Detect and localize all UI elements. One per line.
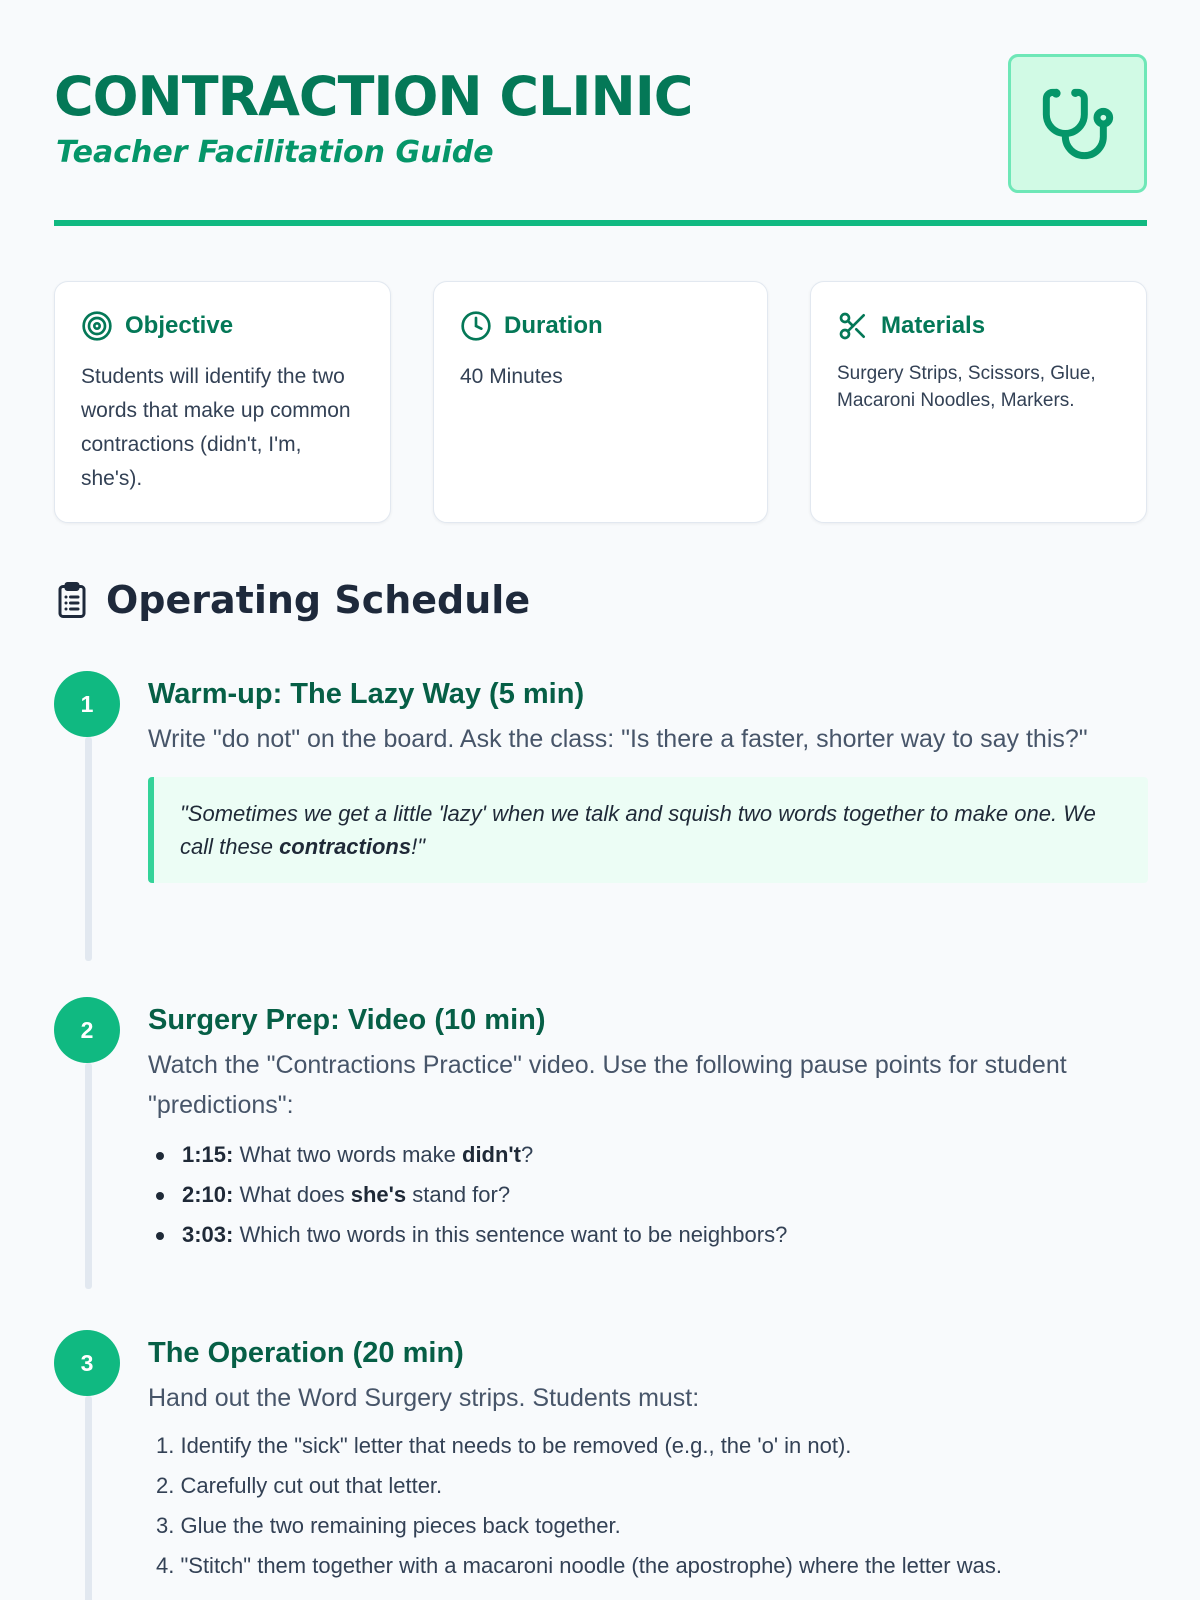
list-item: 4. "Stitch" them together with a macaroni noodle (the apostrophe) where the letter was. <box>156 1553 1002 1578</box>
materials-card <box>810 281 1147 523</box>
card-text: 40 Minutes <box>460 365 563 388</box>
section-title: Operating Schedule <box>106 578 531 622</box>
stethoscope-icon <box>1040 86 1116 162</box>
item-text: What does <box>233 1182 351 1207</box>
list-item: 3. Glue the two remaining pieces back together. <box>156 1513 621 1538</box>
quote-text-end: !" <box>411 834 426 859</box>
logo-badge <box>1008 54 1147 193</box>
card-title: Materials <box>881 312 986 339</box>
section-heading <box>54 578 530 622</box>
item-text-end: stand for? <box>406 1182 511 1207</box>
item-text: What two words make <box>233 1142 462 1167</box>
step-number-badge: 3 <box>54 1330 120 1396</box>
card-text: Surgery Strips, Scissors, Glue, Macaroni Noodles, Markers. <box>837 363 1096 411</box>
timestamp: 1:15: <box>182 1142 234 1167</box>
card-title: Objective <box>125 312 234 339</box>
clipboard-icon <box>54 580 90 620</box>
schedule-step-2 <box>54 997 1147 1292</box>
list-item <box>148 1215 1148 1255</box>
list-item <box>148 1135 1148 1175</box>
list-item <box>148 1175 1148 1215</box>
schedule-step-3 <box>54 1330 1147 1600</box>
duration-card <box>433 281 768 523</box>
timestamp: 2:10: <box>182 1182 234 1207</box>
step-description: Watch the "Contractions Practice" video. Use the following pause points for student "predictions": <box>148 1051 1067 1119</box>
timestamp: 3:03: <box>182 1222 234 1247</box>
quote-text: "Sometimes we get a little 'lazy' when we talk and squish two words together to make one. We call these <box>180 801 1096 859</box>
list-item: 2. Carefully cut out that letter. <box>156 1473 443 1498</box>
scissors-icon <box>837 310 869 342</box>
timeline-rail <box>85 1396 92 1600</box>
clock-icon <box>460 310 492 342</box>
item-text-end: ? <box>521 1142 534 1167</box>
page-subtitle: Teacher Facilitation Guide <box>56 135 494 170</box>
step-title: The Operation (20 min) <box>148 1337 464 1369</box>
list-item: 1. Identify the "sick" letter that needs to be removed (e.g., the 'o' in not). <box>156 1433 852 1458</box>
step-description: Write "do not" on the board. Ask the class: "Is there a faster, shorter way to say this?" <box>148 725 1088 753</box>
teacher-script-quote <box>148 777 1148 883</box>
schedule-step-1 <box>54 671 1147 961</box>
card-text: Students will identify the two words that make up common contractions (didn't, I'm, she's). <box>81 365 351 490</box>
operation-steps-list <box>148 1426 1148 1586</box>
item-emphasis: she's <box>350 1182 407 1207</box>
step-description: Hand out the Word Surgery strips. Students must: <box>148 1384 700 1412</box>
pause-points-list <box>148 1135 1148 1255</box>
item-emphasis: didn't <box>462 1142 521 1167</box>
item-text: Which two words in this sentence want to be neighbors? <box>233 1222 788 1247</box>
card-title: Duration <box>504 312 603 339</box>
step-number-badge: 2 <box>54 997 120 1063</box>
info-cards <box>54 281 1147 523</box>
page-title: CONTRACTION CLINIC <box>54 65 693 128</box>
step-title: Surgery Prep: Video (10 min) <box>148 1004 546 1036</box>
header-divider <box>54 220 1147 226</box>
quote-emphasis: contractions <box>279 834 412 859</box>
timeline-rail <box>85 1063 92 1289</box>
timeline-rail <box>85 737 92 961</box>
target-icon <box>81 310 113 342</box>
step-number-badge: 1 <box>54 671 120 737</box>
page-header <box>54 54 1147 228</box>
objective-card <box>54 281 391 523</box>
step-title: Warm-up: The Lazy Way (5 min) <box>148 678 585 710</box>
